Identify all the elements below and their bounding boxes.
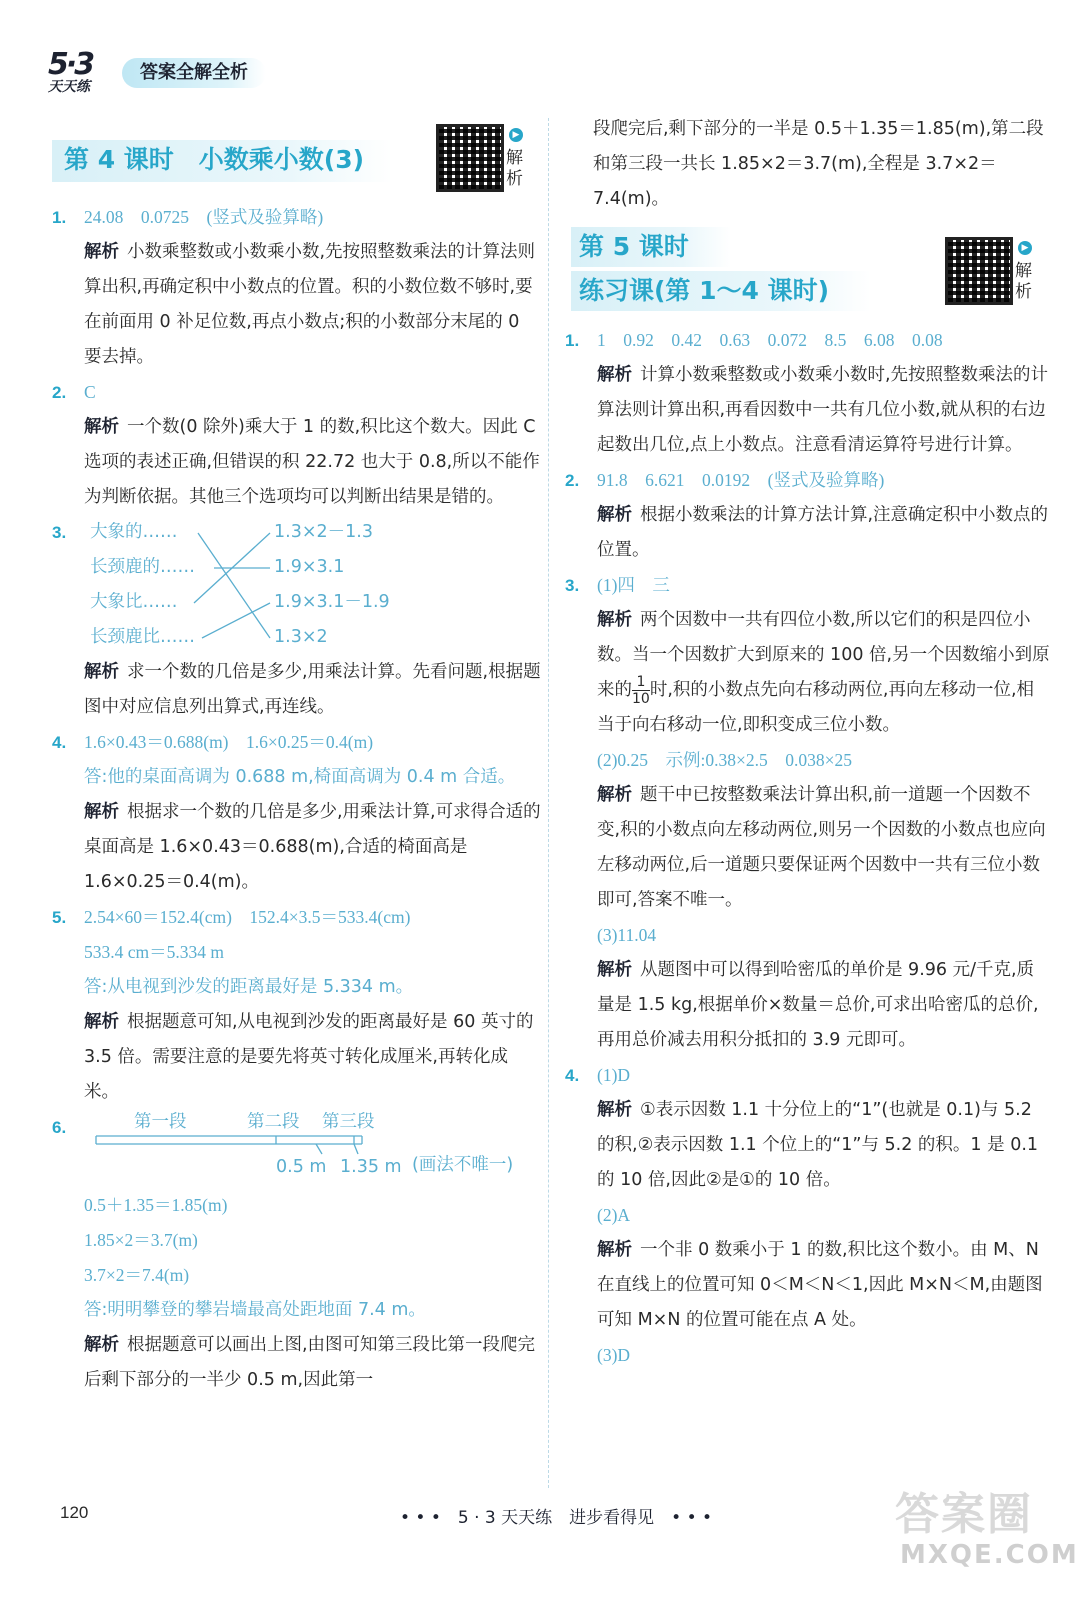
analysis (565, 1093, 1050, 1198)
analysis (565, 778, 1050, 918)
play-icon: ▶ (1018, 241, 1032, 255)
analysis (52, 235, 542, 375)
logo-main: 5·3 (48, 47, 93, 82)
footer-slogan: • • • 5 · 3 天天练 进步看得见 • • • (400, 1508, 713, 1528)
continued-analysis: 段爬完后,剩下部分的一半是 0.5＋1.35＝1.85(m),第二段和第三段一共长 1.85×2＝3.7(m),全程是 3.7×2＝7.4(m)。 (593, 119, 1044, 209)
answer: 1.6×0.43＝0.688(m) 1.6×0.25＝0.4(m) (84, 732, 374, 752)
analysis-label: 解析 (84, 1335, 119, 1355)
match-right-item: 1.3×2 (274, 627, 328, 647)
left-column (52, 200, 542, 1398)
calc-line: 3.7×2＝7.4(m) (84, 1265, 190, 1285)
question-3-matching (52, 515, 542, 655)
answer: C (84, 382, 96, 402)
analysis-text: 小数乘整数或小数乘小数,先按照整数乘法的计算法则算出积,再确定积中小数点的位置。积的小数位数不够时,要在前面用 0 补足位数,再点小数点;积的小数部分末尾的 0 要去掉。 (84, 242, 536, 367)
answer: 24.08 0.0725 (竖式及验算略) (84, 207, 324, 227)
analysis-label: 解析 (597, 1100, 632, 1120)
question-4 (565, 1058, 1050, 1093)
analysis-label: 解析 (597, 785, 632, 805)
page-number: 120 (60, 1503, 89, 1522)
analysis (52, 410, 542, 515)
answer: (2)0.25 示例:0.38×2.5 0.038×25 (597, 750, 853, 770)
calc-line: 1.85×2＝3.7(m) (84, 1230, 198, 1250)
match-left-item: 大象比…… (90, 592, 178, 612)
analysis-text: 另一个因数缩小到原来的 (597, 645, 1050, 700)
play-icon: ▶ (509, 128, 523, 142)
match-right-item: 1.3×2－1.3 (274, 522, 373, 542)
analysis-text: 根据求一个数的几倍是多少,用乘法计算,可求得合适的桌面高是 1.6×0.43＝0.688(m),合适的椅面高是 1.6×0.25＝0.4(m)。 (84, 802, 541, 892)
answer-statement: 答:他的桌面高调为 0.688 m,椅面高调为 0.4 m 合适。 (84, 767, 516, 787)
question-4 (52, 725, 542, 760)
logo-sub: 天天练 (48, 79, 90, 95)
analysis-text: 从题图中可以得到哈密瓜的单价是 9.96 元/千克,质量是 1.5 kg,根据单价×数量＝总价,可求出哈密瓜的总价,再用总价减去用积分抵扣的 3.9 元即可。 (597, 960, 1039, 1050)
question-6-diagram (52, 1110, 542, 1188)
analysis-label: 解析 (597, 505, 632, 525)
watermark: 答案圈 (895, 1489, 1033, 1540)
match-right-item: 1.9×3.1－1.9 (274, 592, 390, 612)
match-left-item: 长颈鹿比…… (90, 627, 195, 647)
lesson-subtitle: 练习课(第 1～4 课时) (579, 276, 830, 305)
match-lines (52, 515, 292, 655)
analysis-label: 解析 (597, 365, 632, 385)
analysis-text: 求一个数的几倍是多少,用乘法计算。先看问题,根据题图中对应信息列出算式,再连线。 (84, 662, 541, 717)
question-number: 3. (565, 576, 580, 595)
question-2 (52, 375, 542, 410)
question-number: 2. (52, 383, 67, 402)
analysis (52, 1005, 542, 1110)
question-number: 2. (565, 471, 580, 490)
brand-logo (48, 47, 116, 98)
fraction-numerator: 1 (636, 673, 646, 690)
analysis-text: 题干中已按整数乘法计算出积,前一道题一个因数不变,积的小数点向左移动两位,则另一个因数的小数点也应向左移动两位,后一道题只要保证两个因数中一共有三位小数即可,答案不唯一。 (597, 785, 1046, 910)
lesson-title: 第 5 课时 (579, 232, 689, 261)
analysis-label: 解析 (84, 417, 119, 437)
analysis (565, 1233, 1050, 1338)
length-label: 1.35 m (340, 1157, 402, 1177)
match-left-item: 大象的…… (90, 522, 178, 542)
question-5 (52, 900, 542, 935)
answer: (1)D (597, 1065, 631, 1085)
column-divider (548, 118, 549, 1488)
lesson-subtitle-bar (571, 271, 871, 311)
answer-statement: 答:从电视到沙发的距离最好是 5.334 m。 (84, 977, 414, 997)
diagram-note: (画法不唯一) (412, 1155, 514, 1175)
fraction (632, 674, 650, 707)
analysis-label: 解析 (597, 610, 632, 630)
question-number: 4. (565, 1066, 580, 1085)
analysis-text: 两个因数中一共有四位小数,所以它们的积是四位小数。当一个因数扩大到原来的 100 倍, (597, 610, 1031, 665)
analysis-label: 解析 (84, 1012, 119, 1032)
question-2 (565, 463, 1050, 498)
question-number: 1. (52, 208, 67, 227)
qr-label: 解析 (506, 148, 523, 189)
analysis (52, 1328, 542, 1398)
analysis-text: 根据题意可知,从电视到沙发的距离最好是 60 英寸的 3.5 倍。需要注意的是要先将英寸转化成厘米,再转化成米。 (84, 1012, 534, 1102)
question-number: 6. (52, 1118, 67, 1137)
match-right-item: 1.9×3.1 (274, 557, 345, 577)
answer: 91.8 6.621 0.0192 (竖式及验算略) (597, 470, 885, 490)
fraction-denominator: 10 (632, 690, 650, 707)
calc-line: 0.5＋1.35＝1.85(m) (84, 1195, 228, 1215)
analysis (565, 953, 1050, 1058)
segment-label: 第二段 (247, 1112, 300, 1132)
qr-label: 解析 (1015, 261, 1032, 302)
analysis (565, 498, 1050, 568)
lesson-title-bar (52, 140, 392, 182)
question-1 (52, 200, 542, 235)
match-left-item: 长颈鹿的…… (90, 557, 195, 577)
watermark-url: MXQE.COM (900, 1540, 1079, 1570)
analysis-label: 解析 (84, 802, 119, 822)
analysis (565, 603, 1050, 743)
answer: (2)A (597, 1205, 631, 1225)
question-number: 4. (52, 733, 67, 752)
answer-conversion: 533.4 cm＝5.334 m (84, 942, 224, 962)
question-3 (565, 568, 1050, 603)
question-1 (565, 323, 1050, 358)
answer: (3)D (597, 1345, 631, 1365)
question-number: 1. (565, 331, 580, 350)
analysis-text: 根据题意可以画出上图,由图可知第三段比第一段爬完后剩下部分的一半少 0.5 m,因此第一 (84, 1335, 536, 1390)
qr-code-icon[interactable] (945, 237, 1013, 305)
question-number: 5. (52, 908, 67, 927)
analysis (52, 655, 542, 725)
lesson-title-bar (571, 227, 731, 267)
right-column (565, 112, 1050, 1373)
qr-code-icon[interactable] (436, 124, 504, 192)
analysis-label: 解析 (84, 662, 119, 682)
segment-label: 第三段 (322, 1112, 375, 1132)
analysis-text: 一个非 0 数乘小于 1 的数,积比这个数小。由 M、N 在直线上的位置可知 0＜M＜N＜1,因此 M×N＜M,由题图可知 M×N 的位置可能在点 A 处。 (597, 1240, 1043, 1330)
match-line (202, 603, 270, 638)
length-label: 0.5 m (276, 1157, 327, 1177)
segment-label: 第一段 (134, 1112, 187, 1132)
answer: 2.54×60＝152.4(cm) 152.4×3.5＝533.4(cm) (84, 907, 411, 927)
header-label: 答案全解全析 (122, 58, 266, 88)
answer-statement: 答:明明攀登的攀岩墙最高处距地面 7.4 m。 (84, 1300, 426, 1320)
answer: 1 0.92 0.42 0.63 0.072 8.5 6.08 0.08 (597, 330, 943, 350)
analysis-text: ①表示因数 1.1 十分位上的“1”(也就是 0.1)与 5.2 的积,②表示因数 1.1 个位上的“1”与 5.2 的积。1 是 0.1 的 10 倍,因此②是①的 10 倍。 (597, 1100, 1039, 1190)
analysis-label: 解析 (597, 1240, 632, 1260)
answer: (3)11.04 (597, 925, 657, 945)
lesson-header (565, 223, 1050, 323)
analysis-label: 解析 (84, 242, 119, 262)
analysis-text: 一个数(0 除外)乘大于 1 的数,积比这个数大。因此 C 选项的表述正确,但错误的积 22.72 也大于 0.8,所以不能作为判断依据。其他三个选项均可以判断出结果是错的。 (84, 417, 540, 507)
analysis-label: 解析 (597, 960, 632, 980)
lesson-title: 第 4 课时 小数乘小数(3) (64, 145, 365, 174)
analysis (52, 795, 542, 900)
analysis-text: 根据小数乘法的计算方法计算,注意确定积中小数点的位置。 (597, 505, 1049, 560)
analysis (565, 358, 1050, 463)
answer: (1)四 三 (597, 575, 670, 595)
question-number: 3. (52, 523, 67, 542)
analysis-text: 时,积的小数点先向右移动两位,再向左移动一位,相当于向右移动一位,即积变成三位小数。 (597, 680, 1035, 735)
analysis-text: 计算小数乘整数或小数乘小数时,先按照整数乘法的计算法则计算出积,再看因数中一共有几位小数,就从积的右边起数出几位,点上小数点。注意看清运算符号进行计算。 (597, 365, 1049, 455)
